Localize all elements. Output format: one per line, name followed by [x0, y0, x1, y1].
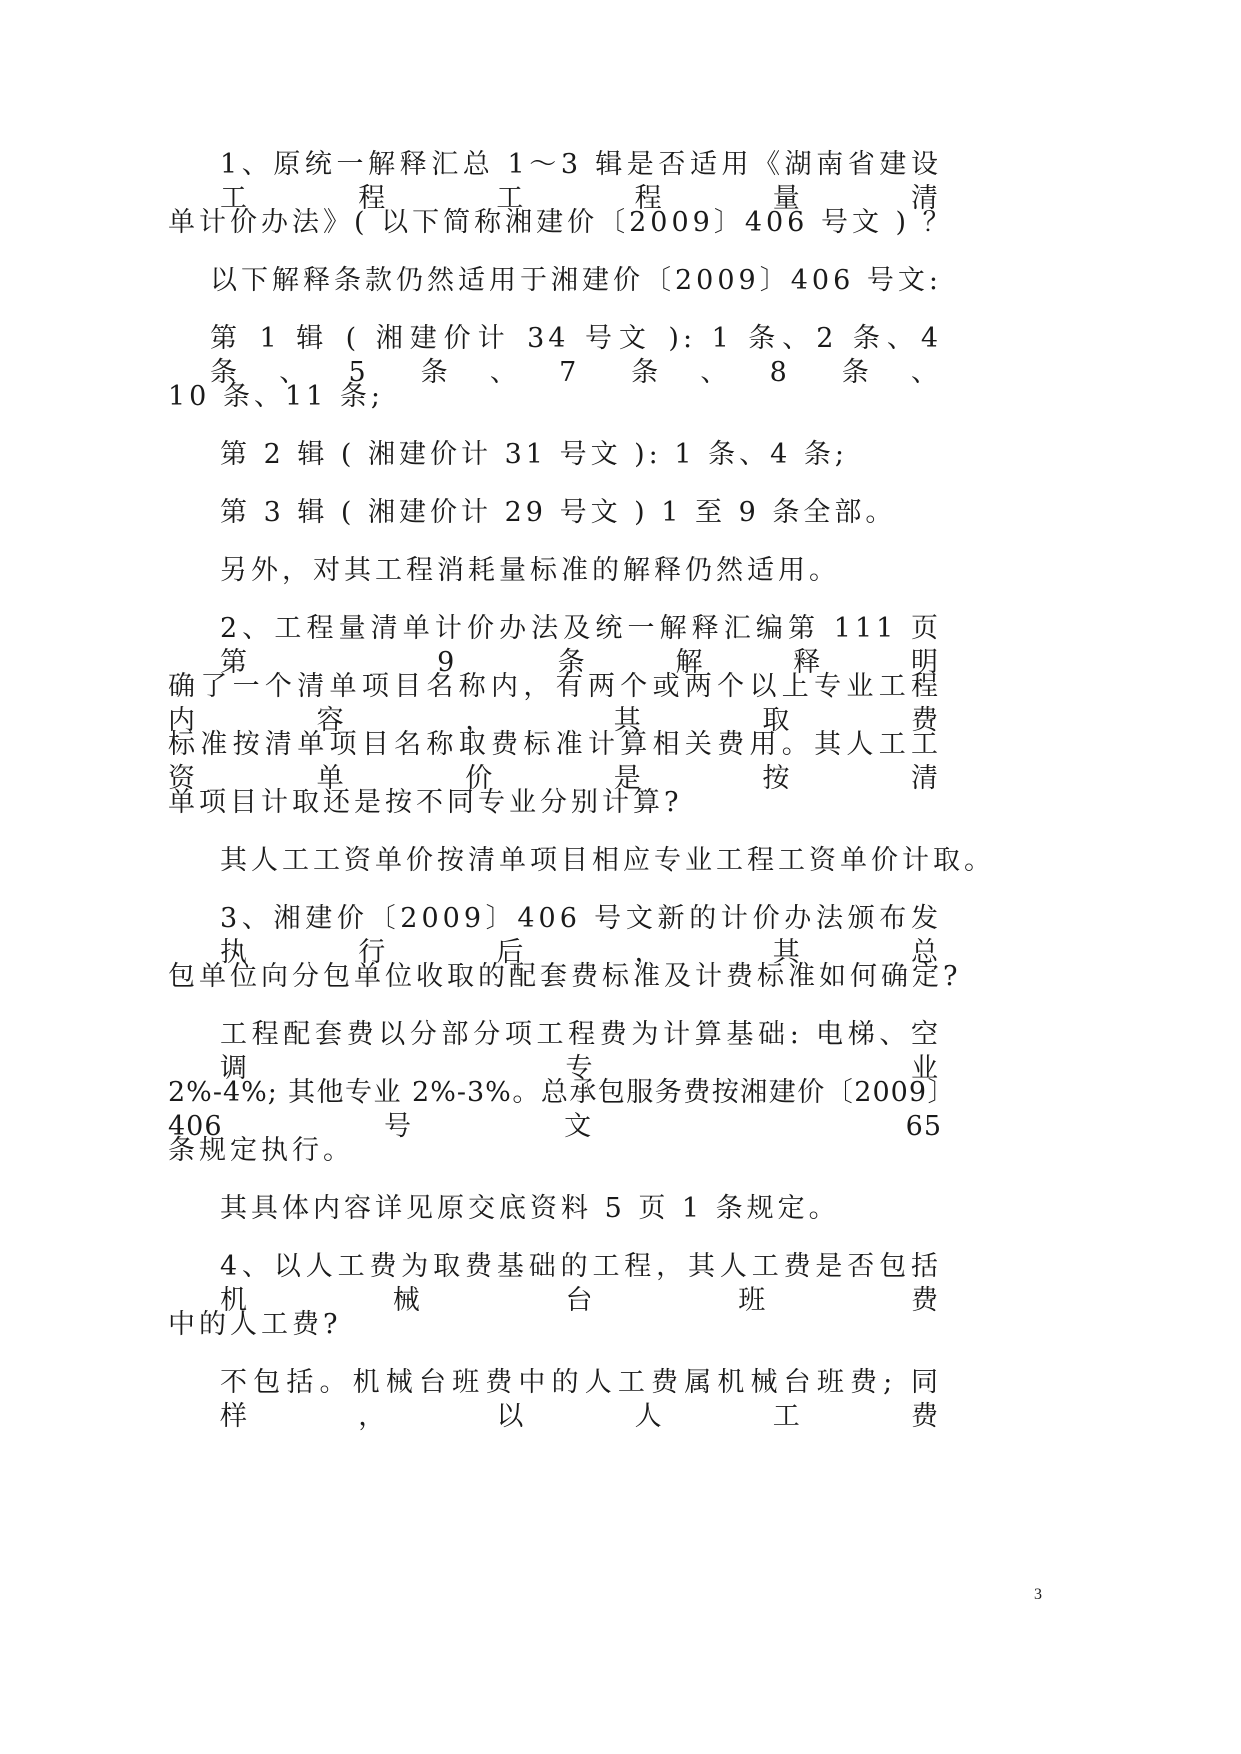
paragraph-line: 4、以人工费为取费基础的工程，其人工费是否包括机械台班费	[220, 1251, 942, 1316]
page-number: 3	[1034, 1586, 1042, 1603]
paragraph-line: 其具体内容详见原交底资料 5 页 1 条规定。	[220, 1193, 840, 1224]
paragraph-line: 不包括。机械台班费中的人工费属机械台班费; 同样，以人工费	[220, 1367, 942, 1432]
paragraph-line: 单项目计取还是按不同专业分别计算?	[168, 787, 683, 818]
paragraph-line: 另外，对其工程消耗量标准的解释仍然适用。	[220, 555, 840, 586]
paragraph-line: 中的人工费?	[168, 1309, 342, 1340]
paragraph-line: 以下解释条款仍然适用于湘建价〔2009〕406 号文:	[210, 265, 942, 296]
paragraph-line: 包单位向分包单位收取的配套费标准及计费标准如何确定?	[168, 961, 962, 992]
paragraph-line: 条规定执行。	[168, 1135, 354, 1166]
paragraph-line: 第 3 辑 ( 湘建价计 29 号文 ) 1 至 9 条全部。	[220, 497, 897, 528]
paragraph-line: 10 条、11 条;	[168, 381, 384, 412]
paragraph-line: 2、工程量清单计价办法及统一解释汇编第 111 页第 9 条解释明	[220, 613, 942, 678]
paragraph-line: 第 2 辑 ( 湘建价计 31 号文 ): 1 条、4 条;	[220, 439, 848, 470]
paragraph-line: 第 1 辑 ( 湘建价计 34 号文 ): 1 条、2 条、4 条、5 条、7 条、8 条、	[210, 323, 942, 388]
paragraph-line: 3、湘建价〔2009〕406 号文新的计价办法颁布发执行后，其总	[220, 903, 942, 968]
paragraph-line: 标准按清单项目名称取费标准计算相关费用。其人工工资单价是按清	[168, 729, 942, 794]
paragraph-line: 其人工工资单价按清单项目相应专业工程工资单价计取。	[220, 845, 995, 876]
paragraph-line: 2%-4%; 其他专业 2%-3%。总承包服务费按湘建价〔2009〕406 号文 65	[168, 1077, 942, 1142]
paragraph-line: 确了一个清单项目名称内，有两个或两个以上专业工程内容，其取费	[168, 671, 942, 736]
paragraph-line: 1、原统一解释汇总 1～3 辑是否适用《湖南省建设工程工程量清	[220, 149, 942, 214]
paragraph-line: 单计价办法》( 以下简称湘建价〔2009〕406 号文 ) ？	[168, 207, 954, 238]
paragraph-line: 工程配套费以分部分项工程费为计算基础: 电梯、空调专业	[220, 1019, 942, 1084]
